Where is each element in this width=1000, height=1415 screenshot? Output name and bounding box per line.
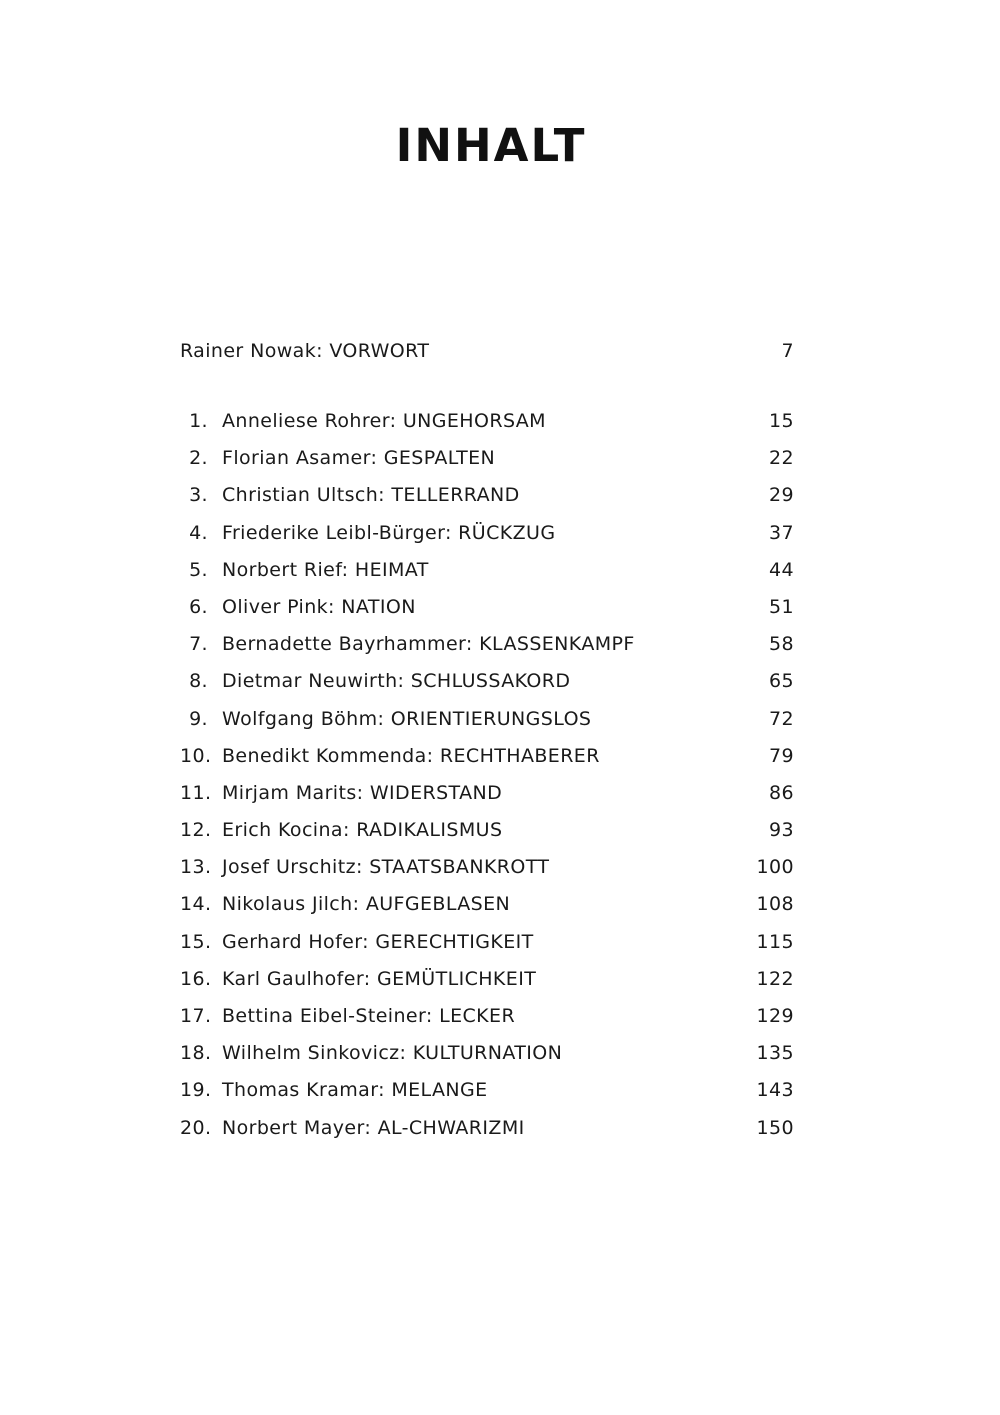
toc-preface-text: Rainer Nowak: VORWORT bbox=[180, 340, 430, 362]
toc-entry-text: Christian Ultsch: TELLERRAND bbox=[222, 484, 520, 507]
toc-entry-row bbox=[180, 407, 794, 444]
toc-entry-text: Oliver Pink: NATION bbox=[222, 595, 416, 618]
toc-entry-text: Josef Urschitz: STAATSBANKROTT bbox=[222, 856, 550, 879]
table-of-contents bbox=[180, 337, 794, 1151]
toc-entry-text: Norbert Mayer: AL-CHWARIZMI bbox=[222, 1116, 525, 1139]
toc-entry-text: Dietmar Neuwirth: SCHLUSSAKORD bbox=[222, 670, 571, 693]
toc-entry-page: 129 bbox=[756, 1005, 794, 1027]
toc-entry-number: 8. bbox=[189, 670, 208, 693]
toc-entry-number: 9. bbox=[189, 707, 208, 730]
toc-entry-text: Florian Asamer: GESPALTEN bbox=[222, 447, 496, 470]
toc-entry-number: 10. bbox=[180, 744, 212, 767]
toc-entry-number: 13. bbox=[180, 856, 212, 879]
toc-entry-row bbox=[180, 965, 794, 1002]
toc-entry-page: 29 bbox=[769, 484, 794, 507]
toc-entry-page: 115 bbox=[756, 930, 794, 953]
toc-entry-number: 14. bbox=[180, 893, 212, 916]
toc-entry-row bbox=[180, 705, 794, 742]
toc-entry-page: 122 bbox=[756, 967, 794, 990]
toc-entry-row bbox=[180, 1076, 794, 1113]
toc-entry-row bbox=[180, 630, 794, 667]
toc-entry-row bbox=[180, 667, 794, 704]
toc-entry-page: 135 bbox=[756, 1042, 794, 1065]
toc-entry-text: Wilhelm Sinkovicz: KULTURNATION bbox=[222, 1042, 563, 1065]
toc-entry-number: 17. bbox=[180, 1005, 212, 1027]
toc-entry-number: 20. bbox=[180, 1116, 212, 1139]
toc-entry-text: Friederike Leibl-Bürger: RÜCKZUG bbox=[222, 521, 556, 544]
toc-entry-page: 150 bbox=[756, 1116, 794, 1139]
toc-entry-row bbox=[180, 1039, 794, 1076]
toc-entry-row bbox=[180, 1114, 794, 1151]
toc-entry-number: 4. bbox=[189, 521, 208, 544]
toc-entry-page: 93 bbox=[769, 819, 794, 842]
toc-entry-number: 12. bbox=[180, 819, 212, 842]
toc-entry-row bbox=[180, 556, 794, 593]
toc-entry-row bbox=[180, 481, 794, 518]
toc-entry-text: Thomas Kramar: MELANGE bbox=[222, 1079, 488, 1102]
toc-entry-text: Benedikt Kommenda: RECHTHABERER bbox=[222, 744, 600, 767]
toc-entry-number: 7. bbox=[189, 633, 208, 656]
toc-entry-number: 1. bbox=[189, 410, 208, 432]
toc-entry-page: 22 bbox=[769, 447, 794, 470]
toc-entry-number: 5. bbox=[189, 558, 208, 581]
toc-entry-number: 6. bbox=[189, 595, 208, 618]
toc-entry-number: 15. bbox=[180, 930, 212, 953]
toc-entry-text: Bernadette Bayrhammer: KLASSENKAMPF bbox=[222, 633, 635, 656]
toc-preface-page: 7 bbox=[781, 340, 794, 362]
toc-entry-text: Wolfgang Böhm: ORIENTIERUNGSLOS bbox=[222, 707, 592, 730]
toc-entry-text: Karl Gaulhofer: GEMÜTLICHKEIT bbox=[222, 967, 537, 990]
toc-entry-row bbox=[180, 928, 794, 965]
toc-entry-text: Mirjam Marits: WIDERSTAND bbox=[222, 781, 503, 804]
toc-entry-text: Bettina Eibel-Steiner: LECKER bbox=[222, 1005, 516, 1027]
toc-entry-page: 108 bbox=[756, 893, 794, 916]
toc-entry-page: 58 bbox=[769, 633, 794, 656]
toc-entry-text: Norbert Rief: HEIMAT bbox=[222, 558, 429, 581]
toc-entry-row bbox=[180, 816, 794, 853]
toc-entry-page: 100 bbox=[756, 856, 794, 879]
toc-entry-page: 51 bbox=[769, 595, 794, 618]
toc-entry-row bbox=[180, 593, 794, 630]
toc-entry-row bbox=[180, 1002, 794, 1039]
toc-entry-number: 11. bbox=[180, 781, 212, 804]
toc-entry-page: 143 bbox=[756, 1079, 794, 1102]
toc-entry-number: 19. bbox=[180, 1079, 212, 1102]
toc-entry-number: 16. bbox=[180, 967, 212, 990]
toc-entry-text: Erich Kocina: RADIKALISMUS bbox=[222, 819, 503, 842]
toc-entry-page: 72 bbox=[769, 707, 794, 730]
toc-entry-text: Gerhard Hofer: GERECHTIGKEIT bbox=[222, 930, 534, 953]
toc-preface-row bbox=[180, 337, 794, 407]
toc-entry-number: 18. bbox=[180, 1042, 212, 1065]
toc-entry-page: 15 bbox=[769, 410, 794, 432]
page-title: INHALT bbox=[395, 119, 587, 172]
toc-entry-row bbox=[180, 742, 794, 779]
toc-entry-row bbox=[180, 890, 794, 927]
toc-entries bbox=[180, 407, 794, 1151]
toc-entry-text: Anneliese Rohrer: UNGEHORSAM bbox=[222, 410, 546, 432]
toc-entry-page: 79 bbox=[769, 744, 794, 767]
toc-entry-number: 2. bbox=[189, 447, 208, 470]
toc-entry-page: 86 bbox=[769, 781, 794, 804]
toc-entry-page: 65 bbox=[769, 670, 794, 693]
toc-entry-page: 37 bbox=[769, 521, 794, 544]
toc-entry-page: 44 bbox=[769, 558, 794, 581]
toc-entry-row bbox=[180, 444, 794, 481]
toc-entry-row bbox=[180, 779, 794, 816]
toc-entry-number: 3. bbox=[189, 484, 208, 507]
toc-entry-text: Nikolaus Jilch: AUFGEBLASEN bbox=[222, 893, 511, 916]
toc-entry-row bbox=[180, 519, 794, 556]
toc-entry-row bbox=[180, 853, 794, 890]
